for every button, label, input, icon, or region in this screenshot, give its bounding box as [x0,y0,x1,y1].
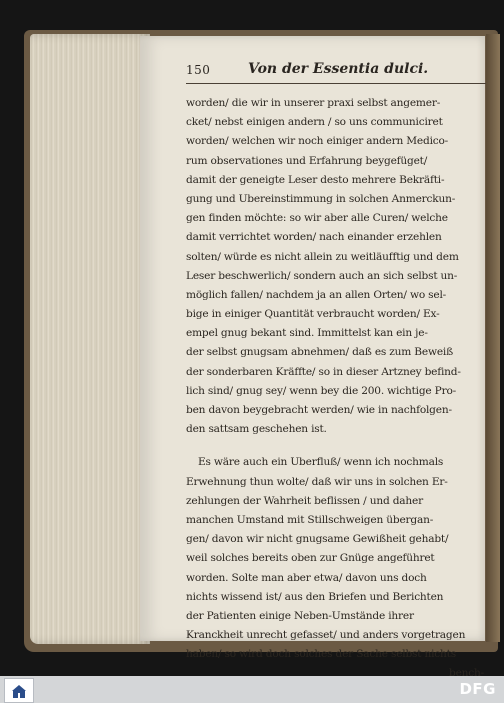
text-line: der sonderbaren Kräffte/ so in dieser Artzney befind- [186,365,461,378]
text-line: ben davon beygebracht werden/ wie in nachfolgen- [186,404,452,416]
text-line: Kranckheit unrecht gefasset/ und anders vorgetragen [186,629,466,642]
text-line: damit der geneigte Leser desto mehrere Bekräfti- [186,173,445,186]
text-line: der Patienten einige Neben-Umstände ihrer [186,609,414,622]
text-line: den sattsam geschehen ist. [186,423,327,436]
library-logo-glyph [10,682,28,700]
page-header [186,63,486,83]
running-head: Von der Essentia dulci. [248,61,429,77]
text-line: worden/ welchen wir noch einiger andern Medico- [186,135,449,148]
paragraph-gap [186,439,486,453]
facing-page-edge [486,34,500,642]
text-line: gen/ davon wir nicht gnugsame Gewißheit gehabt/ [186,533,449,546]
text-line: haben/ so wird doch solches der Sache selbst nichts [186,648,456,661]
text-block [186,94,486,676]
text-line: zehlungen der Wahrheit beflissen / und daher [186,494,423,507]
text-line: Es wäre auch ein Uberfluß/ wenn ich nochmals [198,456,444,469]
text-line: damit verrichtet worden/ nach einander erzehlen [186,231,442,244]
text-line: worden. Solte man aber etwa/ davon uns doch [186,571,427,584]
text-line: cket/ nebst einigen andern / so uns communiciret [186,116,443,129]
text-line: rum observationes und Erfahrung beygefüget/ [186,154,428,167]
text-line: gen finden möchte: so wir aber alle Curen/ welche [186,212,448,225]
text-line: worden/ die wir in unserer praxi selbst angemer- [186,97,441,109]
catchword: bench- [448,667,484,676]
text-line: lich sind/ gnug sey/ wenn bey die 200. wichtige Pro- [186,384,457,397]
text-line: nichts wissend ist/ aus den Briefen und Berichten [186,590,444,603]
text-line: möglich fallen/ nachdem ja an allen Orten/ wo sel- [186,288,447,301]
text-line: solten/ würde es nicht allein zu weitläufftig und dem [186,250,459,263]
page-edges [30,34,150,644]
text-line: Leser beschwerlich/ sondern auch an sich selbst un- [186,269,458,282]
viewer-footer-bar [0,676,504,703]
text-line: weil solches bereits oben zur Gnüge angeführet [186,552,435,565]
text-line: bige in einiger Quantität verbraucht worden/ Ex- [186,308,440,321]
text-line: manchen Umstand mit Stillschweigen übergan- [186,513,434,526]
dfg-logo[interactable]: DFG [459,680,496,698]
header-rule [186,83,486,84]
library-logo-icon[interactable] [4,678,34,703]
text-line: der selbst gnugsam abnehmen/ daß es zum Beweiß [186,346,453,359]
text-line: gung und Ubereinstimmung in solchen Anmerckun- [186,192,456,205]
page-number: 150 [186,63,211,77]
text-line: empel gnug bekant sind. Immittelst kan ein je- [186,327,428,340]
text-line: Erwehnung thun wolte/ daß wir uns in solchen Er- [186,475,448,488]
